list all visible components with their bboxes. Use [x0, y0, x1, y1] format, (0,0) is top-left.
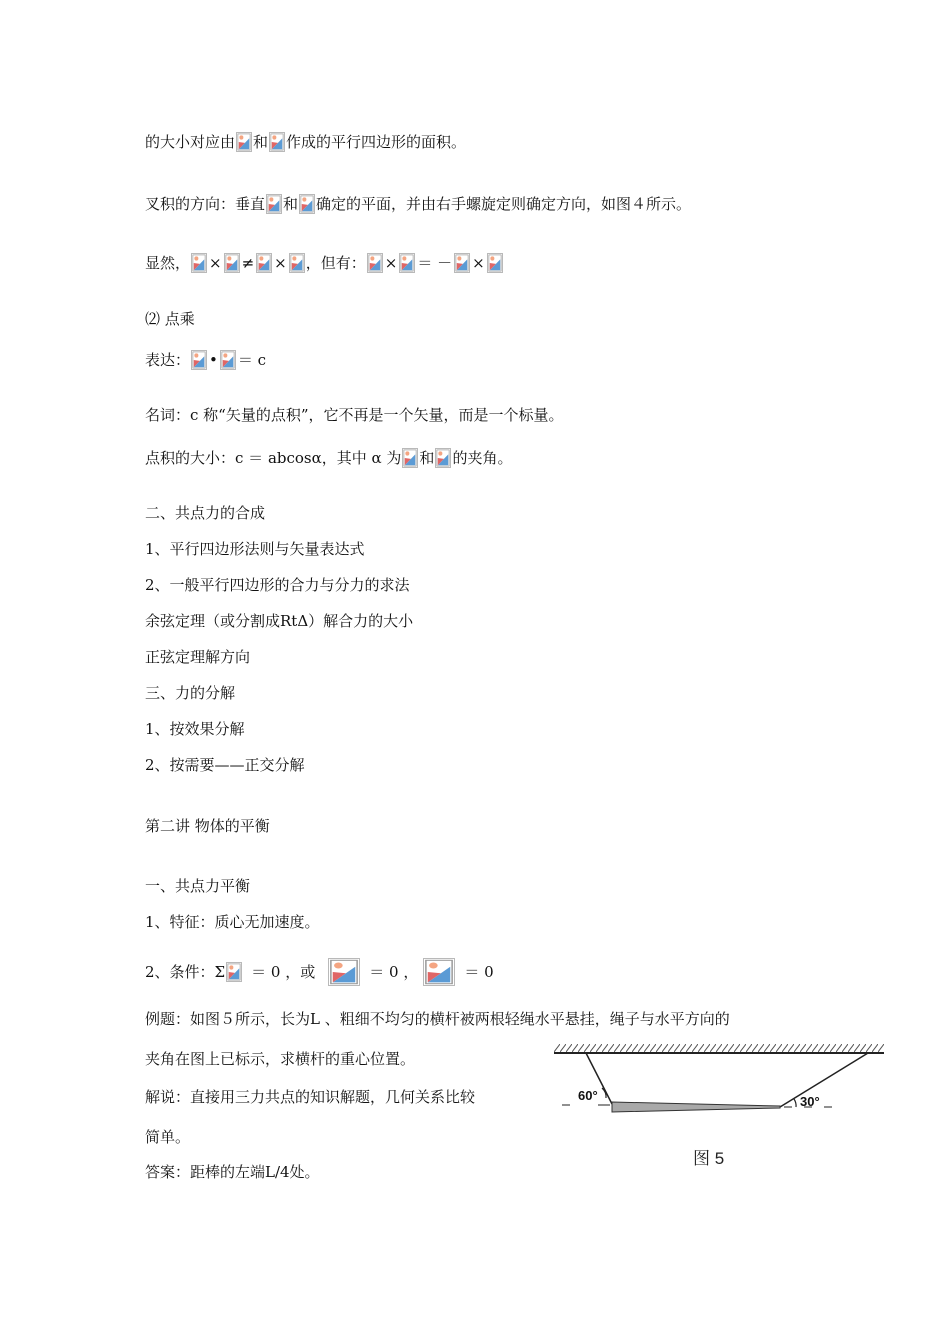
broken-image-icon — [454, 253, 470, 273]
broken-image-icon — [435, 448, 451, 468]
line-5: 表达： • ＝ c — [145, 351, 267, 369]
line-9: 1、平行四边形法则与矢量表达式 — [145, 540, 365, 558]
broken-image-icon — [236, 132, 252, 152]
right-rope — [780, 1053, 868, 1107]
line-11: 余弦定理（或分割成RtΔ）解合力的大小 — [145, 612, 414, 630]
broken-image-icon — [299, 194, 315, 214]
broken-image-icon — [367, 253, 383, 273]
line-19: 2、条件：Σ ＝ 0 ，或 ＝ 0 ， ＝ 0 — [145, 958, 495, 986]
broken-image-icon — [269, 132, 285, 152]
broken-image-icon — [256, 253, 272, 273]
line-7: 点积的大小：c ＝ abcosα，其中 α 为 和 的夹角。 — [145, 449, 513, 467]
ceiling-hatch — [554, 1044, 884, 1053]
line-24: 答案：距棒的左端L/4处。 — [145, 1163, 320, 1181]
broken-image-icon — [266, 194, 282, 214]
line-3: 显然， × ≠ × ，但有： × ＝ － × — [145, 253, 504, 273]
line-4: ⑵ 点乘 — [145, 310, 195, 328]
rod — [612, 1102, 780, 1112]
broken-image-icon — [224, 253, 240, 273]
line-15: 2、按需要——正交分解 — [145, 756, 305, 774]
broken-image-icon — [226, 962, 242, 982]
line-23: 简单。 — [145, 1128, 191, 1146]
line-13: 三、力的分解 — [145, 684, 236, 702]
line-12: 正弦定理解方向 — [145, 648, 251, 666]
broken-image-icon — [289, 253, 305, 273]
broken-image-icon — [328, 958, 360, 986]
line-1: 的大小对应由 和 作成的平行四边形的面积。 — [145, 133, 467, 151]
line-14: 1、按效果分解 — [145, 720, 245, 738]
line-16: 第二讲 物体的平衡 — [145, 817, 270, 835]
line-22: 解说：直接用三力共点的知识解题，几何关系比较 — [145, 1088, 476, 1106]
line-10: 2、一般平行四边形的合力与分力的求法 — [145, 576, 410, 594]
hanging-rod-diagram — [548, 1036, 888, 1176]
left-angle-label: 60° — [578, 1088, 598, 1103]
line-20: 例题：如图５所示，长为L 、粗细不均匀的横杆被两根轻绳水平悬挂，绳子与水平方向的 — [145, 1010, 730, 1028]
figure-caption: 图 5 — [693, 1149, 725, 1168]
broken-image-icon — [220, 350, 236, 370]
broken-image-icon — [487, 253, 503, 273]
line-8: 二、共点力的合成 — [145, 504, 266, 522]
broken-image-icon — [399, 253, 415, 273]
broken-image-icon — [402, 448, 418, 468]
line-17: 一、共点力平衡 — [145, 877, 251, 895]
line-21: 夹角在图上已标示，求横杆的重心位置。 — [145, 1050, 416, 1068]
right-angle-arc — [794, 1099, 796, 1107]
broken-image-icon — [423, 958, 455, 986]
line-18: 1、特征：质心无加速度。 — [145, 913, 320, 931]
line-6: 名词：c 称“矢量的点积”，它不再是一个矢量，而是一个标量。 — [145, 406, 564, 424]
line-2: 叉积的方向：垂直 和 确定的平面，并由右手螺旋定则确定方向，如图４所示。 — [145, 195, 692, 213]
right-angle-label: 30° — [800, 1094, 820, 1109]
figure-5 — [548, 1036, 888, 1176]
broken-image-icon — [191, 350, 207, 370]
broken-image-icon — [191, 253, 207, 273]
